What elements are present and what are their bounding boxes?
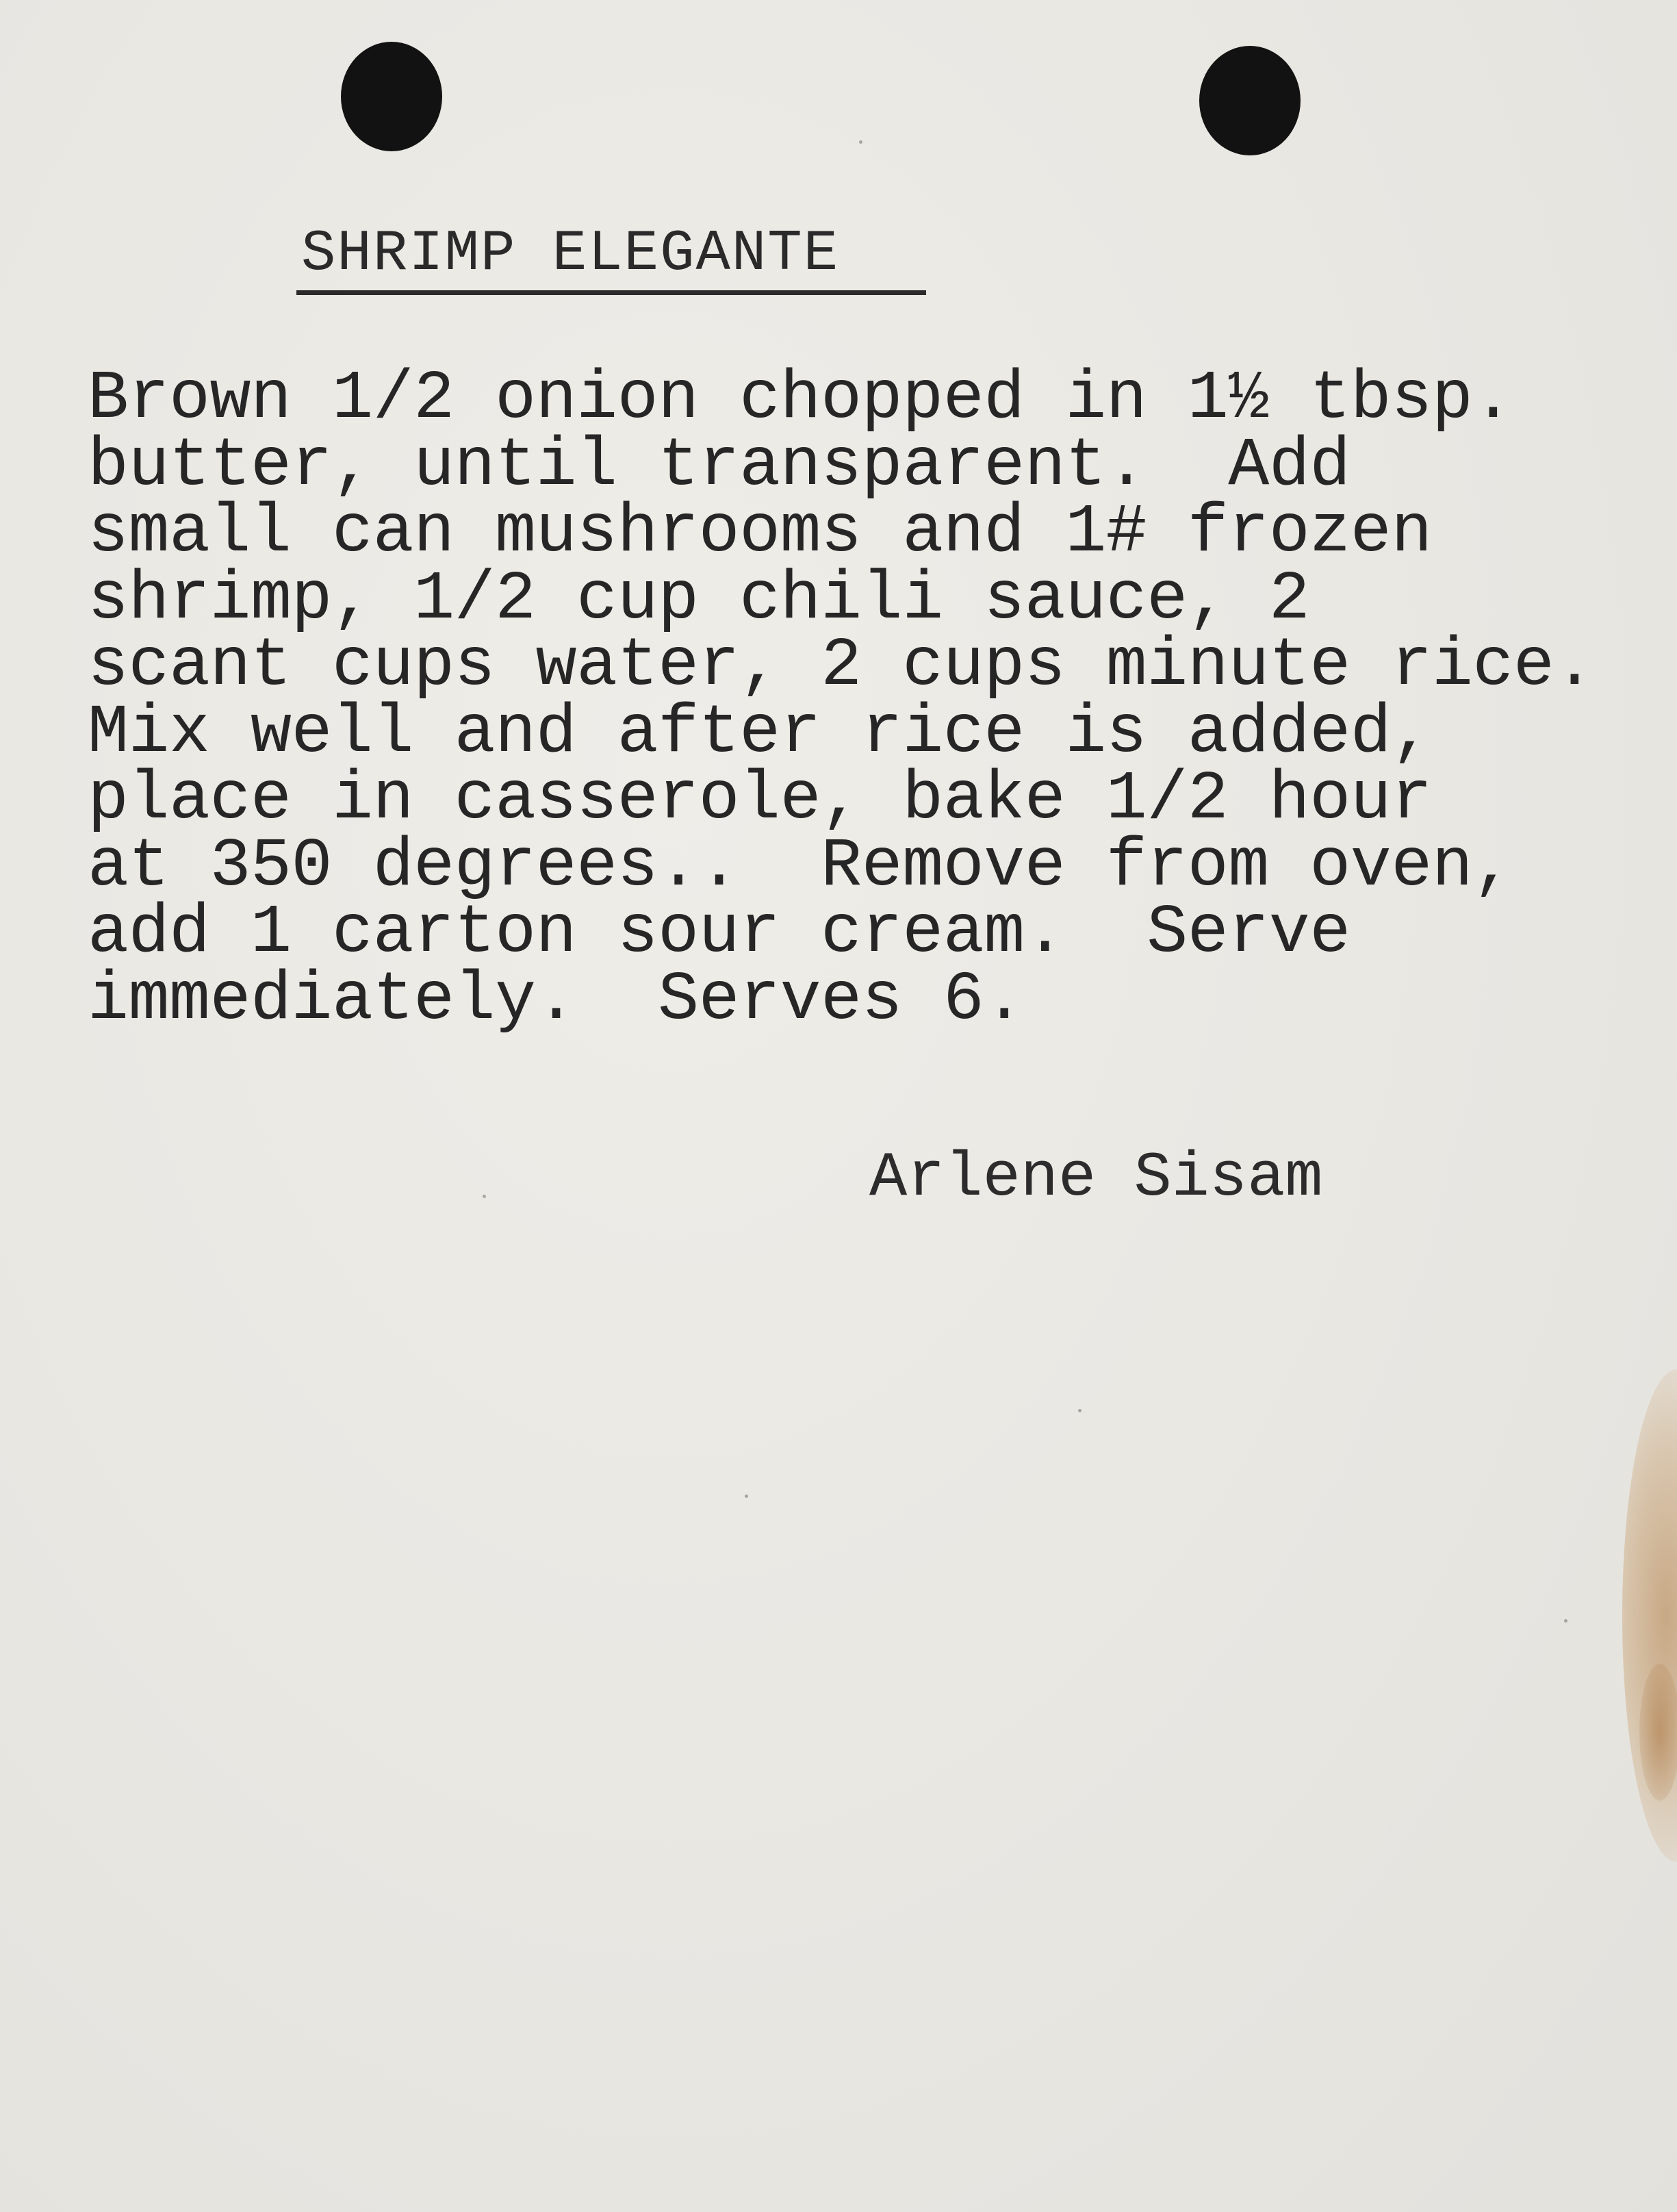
title-underline [296, 290, 926, 295]
instruction-line: Mix well and after rice is added, [88, 694, 1432, 772]
instruction-line: add 1 carton sour cream. Serve [88, 895, 1350, 972]
paper-speck [745, 1495, 748, 1498]
punch-hole-right [1199, 46, 1301, 155]
stain-mark-inner [1639, 1664, 1677, 1801]
instruction-line: shrimp, 1/2 cup chili sauce, 2 [88, 561, 1310, 639]
recipe-instructions [88, 361, 1595, 1039]
paper-speck [1564, 1619, 1567, 1623]
recipe-author: Arlene Sisam [869, 1142, 1323, 1214]
instruction-line: butter, until transparent. Add [88, 427, 1350, 505]
instruction-line: scant cups water, 2 cups minute rice. [88, 628, 1595, 705]
instruction-line: immediately. Serves 6. [88, 961, 1025, 1039]
paper-speck [483, 1195, 486, 1198]
instruction-line: small can mushrooms and 1# frozen [88, 494, 1432, 572]
punch-hole-left [341, 42, 442, 151]
paper-speck [859, 140, 862, 144]
instruction-line: at 350 degrees.. Remove from oven, [88, 828, 1513, 906]
recipe-title: SHRIMP ELEGANTE [301, 222, 840, 287]
paper-speck [1078, 1409, 1081, 1412]
instruction-line: Brown 1/2 onion chopped in 1½ tbsp. [88, 361, 1513, 438]
instruction-line: place in casserole, bake 1/2 hour [88, 761, 1432, 839]
